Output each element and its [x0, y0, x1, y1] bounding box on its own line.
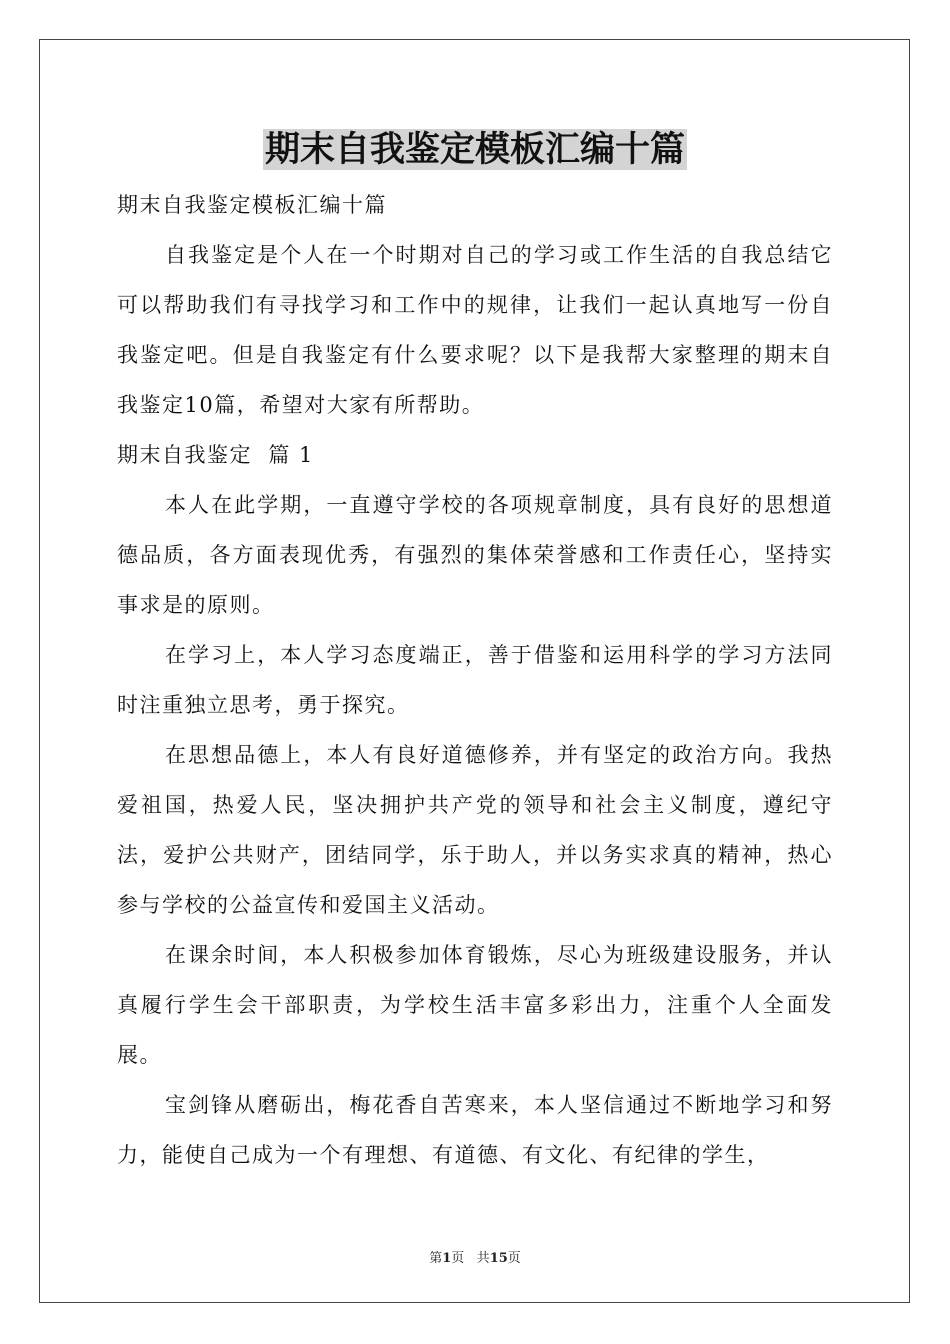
body-paragraph: 在课余时间，本人积极参加体育锻炼，尽心为班级建设服务，并认真履行学生会干部职责，为学校生活丰富多彩出力，注重个人全面发展。	[117, 943, 833, 1067]
document-title	[117, 126, 833, 174]
document-title-text: 期末自我鉴定模板汇编十篇	[264, 129, 685, 170]
document-subtitle: 期末自我鉴定模板汇编十篇	[117, 193, 387, 217]
page-total: 15	[489, 1251, 508, 1266]
page-suffix: 页	[451, 1251, 465, 1266]
document-body	[117, 126, 833, 1180]
body-paragraph: 在学习上，本人学习态度端正，善于借鉴和运用科学的学习方法同时注重独立思考，勇于探究。	[117, 643, 833, 717]
section-heading: 期末自我鉴定 篇 1	[117, 443, 314, 467]
body-paragraph: 宝剑锋从磨砺出，梅花香自苦寒来，本人坚信通过不断地学习和努力，能使自己成为一个有理想、有道德、有文化、有纪律的学生，	[117, 1093, 833, 1167]
total-suffix: 页	[507, 1251, 521, 1266]
intro-paragraph: 自我鉴定是个人在一个时期对自己的学习或工作生活的自我总结它可以帮助我们有寻找学习和工作中的规律，让我们一起认真地写一份自我鉴定吧。但是自我鉴定有什么要求呢？以下是我帮大家整理的期末自我鉴定10篇，希望对大家有所帮助。	[117, 243, 833, 417]
total-prefix: 共	[476, 1251, 490, 1266]
body-paragraph: 本人在此学期，一直遵守学校的各项规章制度，具有良好的思想道德品质，各方面表现优秀，有强烈的集体荣誉感和工作责任心，坚持实事求是的原则。	[117, 493, 833, 617]
page-number: 1	[442, 1251, 452, 1266]
page-prefix: 第	[429, 1251, 443, 1266]
body-paragraph: 在思想品德上，本人有良好道德修养，并有坚定的政治方向。我热爱祖国，热爱人民，坚决拥护共产党的领导和社会主义制度，遵纪守法，爱护公共财产，团结同学，乐于助人，并以务实求真的精神，热心参与学校的公益宣传和爱国主义活动。	[117, 743, 833, 917]
page-footer	[0, 1247, 950, 1266]
